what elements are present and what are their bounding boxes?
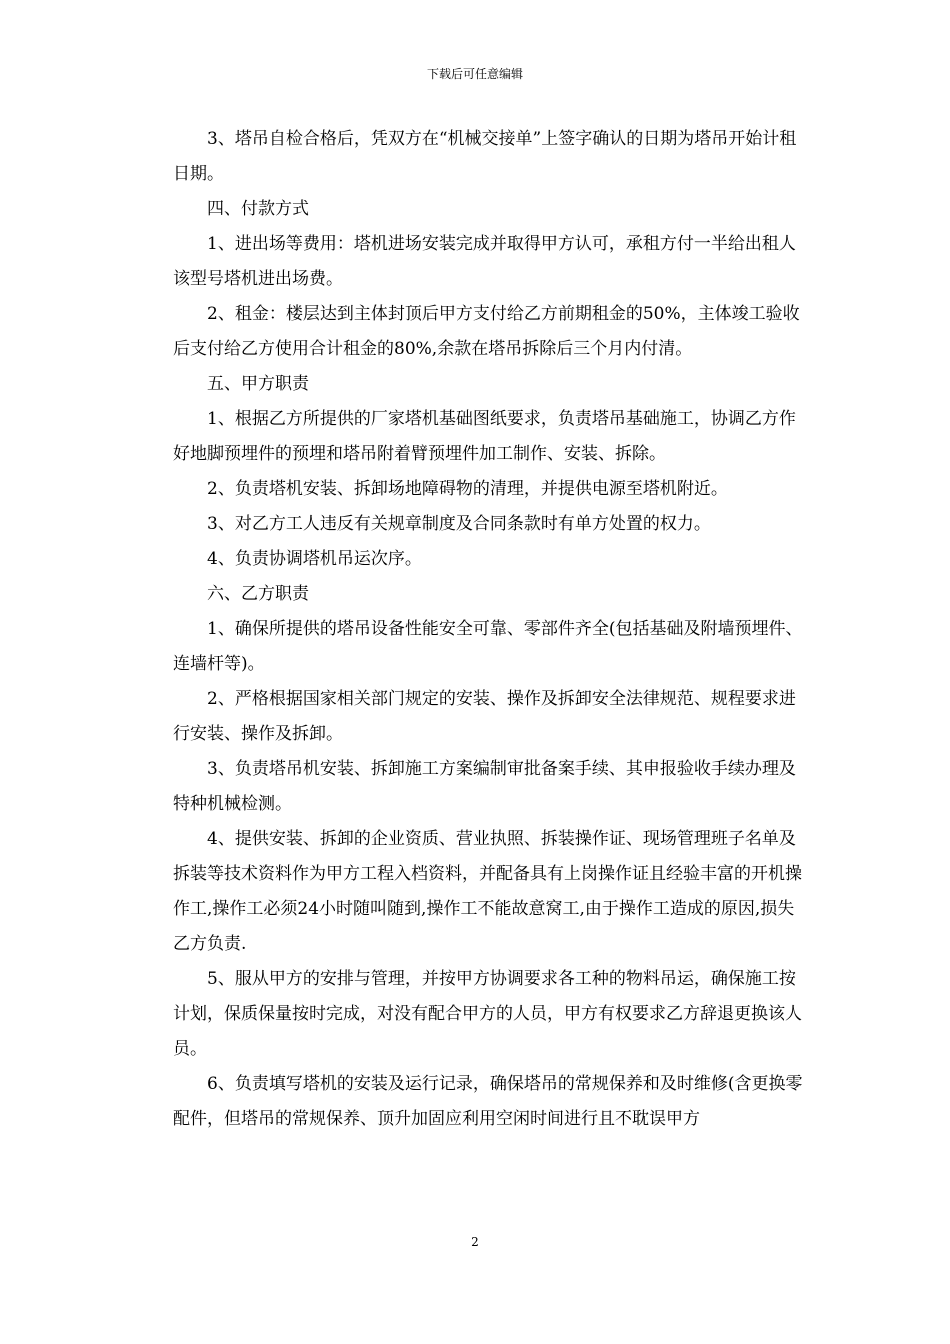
document-body	[173, 122, 805, 1137]
paragraph: 3、塔吊自检合格后，凭双方在“机械交接单”上签字确认的日期为塔吊开始计租日期。	[173, 129, 797, 184]
paragraph: 3、负责塔吊机安装、拆卸施工方案编制审批备案手续、其申报验收手续办理及特种机械检测。	[173, 759, 796, 814]
page-header: 下载后可任意编辑	[426, 67, 523, 81]
section-heading-party-b: 六、乙方职责	[207, 584, 309, 604]
paragraph: 3、对乙方工人违反有关规章制度及合同条款时有单方处置的权力。	[207, 514, 711, 534]
paragraph: 1、确保所提供的塔吊设备性能安全可靠、零部件齐全(包括基础及附墙预埋件、连墙杆等)。	[173, 619, 803, 674]
paragraph: 1、进出场等费用：塔机进场安装完成并取得甲方认可，承租方付一半给出租人该型号塔机进出场费。	[173, 234, 796, 289]
paragraph: 6、负责填写塔机的安装及运行记录，确保塔吊的常规保养和及时维修(含更换零配件，但塔吊的常规保养、顶升加固应利用空闲时间进行且不耽误甲方	[173, 1074, 803, 1129]
paragraph: 2、严格根据国家相关部门规定的安装、操作及拆卸安全法律规范、规程要求进行安装、操作及拆卸。	[173, 689, 796, 744]
paragraph: 2、租金：楼层达到主体封顶后甲方支付给乙方前期租金的50%，主体竣工验收后支付给乙方使用合计租金的80%,余款在塔吊拆除后三个月内付清。	[173, 304, 800, 359]
section-heading-party-a: 五、甲方职责	[207, 374, 309, 394]
paragraph: 1、根据乙方所提供的厂家塔机基础图纸要求，负责塔吊基础施工，协调乙方作好地脚预埋件的预埋和塔吊附着臂预埋件加工制作、安装、拆除。	[173, 409, 796, 464]
paragraph: 5、服从甲方的安排与管理，并按甲方协调要求各工种的物料吊运，确保施工按计划，保质保量按时完成，对没有配合甲方的人员，甲方有权要求乙方辞退更换该人员。	[173, 969, 802, 1059]
section-heading-payment: 四、付款方式	[207, 199, 309, 219]
paragraph: 2、负责塔机安装、拆卸场地障碍物的清理，并提供电源至塔机附近。	[207, 479, 728, 499]
page-number: 2	[471, 1235, 479, 1249]
paragraph: 4、提供安装、拆卸的企业资质、营业执照、拆装操作证、现场管理班子名单及拆装等技术资料作为甲方工程入档资料，并配备具有上岗操作证且经验丰富的开机操作工,操作工必须24小时随叫随到,操作工不能故意窝工,由于操作工造成的原因,损失乙方负责.	[173, 829, 802, 954]
paragraph: 4、负责协调塔机吊运次序。	[207, 549, 422, 569]
